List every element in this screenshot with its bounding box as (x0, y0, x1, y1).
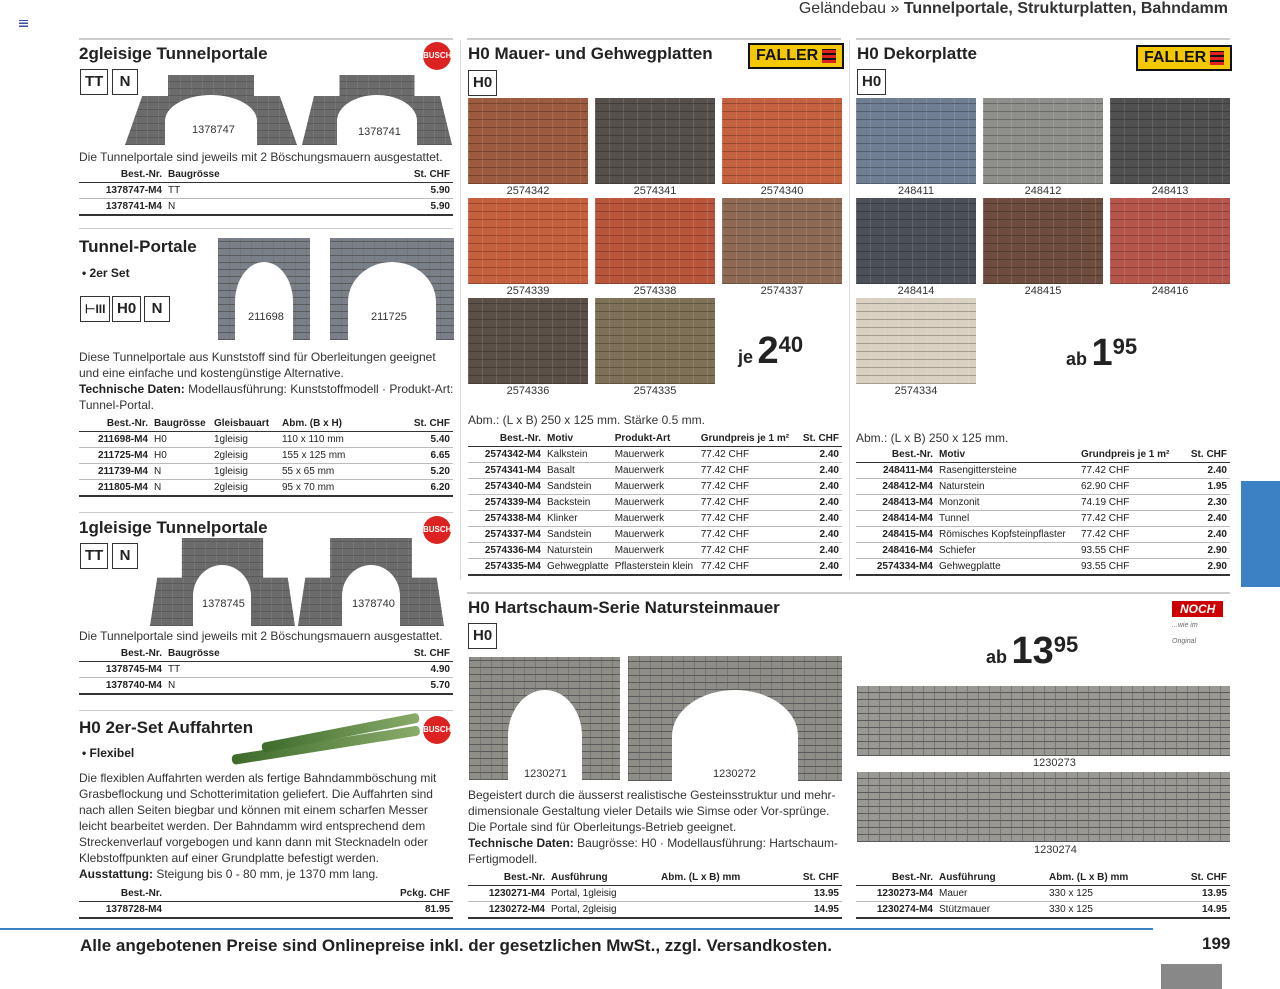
image-label: 1378745 (202, 598, 245, 610)
article-number: 2574342-M4 (468, 447, 544, 463)
texture-swatch[interactable] (856, 298, 976, 384)
texture-swatch[interactable] (595, 98, 715, 184)
table-row[interactable] (468, 886, 842, 902)
busch-logo: BUSCH (423, 716, 451, 744)
price: 2.40 (797, 495, 842, 511)
cell: Basalt (544, 463, 612, 479)
description: Diese Tunnelportale aus Kunststoff sind für Oberleitungen geeignet und eine einfache und kostengünstige Alternative. Technische Daten: Modellausführung: Kunststoffmodell · Produkt-Art: Tunnel-Portal. (79, 350, 454, 412)
table-header (468, 870, 842, 886)
table-row[interactable] (468, 479, 842, 495)
cell: H0 (151, 448, 211, 464)
noch-logo: NOCH ...wie im Original (1172, 601, 1223, 617)
retaining-wall-image (857, 772, 1230, 842)
product-table (79, 167, 453, 216)
price: 2.40 (797, 447, 842, 463)
swatch-label: 2574337 (760, 285, 804, 297)
cell: N (151, 480, 211, 497)
cell: Schiefer (936, 543, 1078, 559)
cell: Mauerwerk (612, 527, 698, 543)
cell: 110 x 110 mm (279, 432, 387, 448)
texture-swatch[interactable] (1110, 98, 1230, 184)
texture-swatch[interactable] (856, 198, 976, 284)
price: 6.20 (387, 480, 453, 497)
texture-swatch[interactable] (468, 98, 588, 184)
image-label: 211725 (371, 311, 407, 323)
menu-icon[interactable] (19, 20, 28, 27)
image-label: 1230273 (1033, 757, 1076, 769)
price: 2.40 (797, 511, 842, 527)
cell: Portal, 1gleisig (548, 886, 658, 902)
col-header: Best.-Nr. (79, 646, 165, 662)
cell: Tunnel (936, 511, 1078, 527)
price: 6.65 (387, 448, 453, 464)
price: 2.30 (1183, 495, 1230, 511)
breadcrumb-current: Tunnelportale, Strukturplatten, Bahndamm (903, 0, 1228, 17)
image-label: 1378740 (352, 598, 395, 610)
article-number: 2574341-M4 (468, 463, 544, 479)
texture-swatch[interactable] (983, 198, 1103, 284)
swatch-label: 2574338 (633, 285, 677, 297)
col-header: St. CHF (1183, 447, 1230, 463)
article-number: 1230274-M4 (856, 902, 936, 919)
tech-label: Technische Daten: (79, 382, 185, 396)
table-body (856, 463, 1230, 576)
swatch-label: 2574340 (760, 185, 804, 197)
cell: Naturstein (544, 543, 612, 559)
cell (658, 902, 781, 919)
price: 1.95 (1183, 479, 1230, 495)
article-number: 1378728-M4 (79, 902, 165, 919)
col-header: Best.-Nr. (79, 886, 165, 902)
equipment-label: Ausstattung: (79, 867, 153, 881)
swatch-label: 248411 (898, 185, 934, 197)
table-row[interactable] (468, 511, 842, 527)
footer-note: Alle angebotenen Preise sind Onlinepreise inkl. der gesetzlichen MwSt., zzgl. Versandkosten. (80, 936, 832, 955)
cell: Pflasterstein klein (612, 559, 698, 576)
cell: Mauer (936, 886, 1046, 902)
col-header: St. CHF (331, 167, 453, 183)
cell: 93.55 CHF (1078, 543, 1183, 559)
table-row[interactable] (79, 678, 453, 695)
article-number: 211805-M4 (79, 480, 151, 497)
cell: N (165, 199, 331, 216)
column-divider (849, 40, 850, 580)
page-tab[interactable] (1161, 964, 1222, 989)
cell: N (151, 464, 211, 480)
cell: Monzonit (936, 495, 1078, 511)
col-header: Baugrösse (165, 646, 331, 662)
col-header: Best.-Nr. (468, 431, 544, 447)
image-label: 1230274 (1034, 844, 1077, 856)
cell (658, 886, 781, 902)
col-header: Baugrösse (151, 416, 211, 432)
scale-badge: H0 (468, 70, 497, 96)
price: 2.90 (1183, 559, 1230, 576)
cell: Rasengittersteine (936, 463, 1078, 479)
cell: Mauerwerk (612, 463, 698, 479)
col-header: Best.-Nr. (79, 416, 151, 432)
texture-swatch[interactable] (595, 298, 715, 384)
table-row[interactable] (856, 495, 1230, 511)
swatch-label: 248414 (897, 285, 935, 297)
price: 2.40 (797, 479, 842, 495)
product-table (79, 416, 453, 497)
faller-logo: FALLER (1136, 45, 1232, 71)
texture-swatch[interactable] (983, 98, 1103, 184)
cell: N (165, 678, 331, 695)
cell: TT (165, 662, 331, 678)
cell: 1gleisig (211, 464, 279, 480)
breadcrumb-prefix: Geländebau » (798, 0, 900, 17)
tunnel-arch (337, 95, 417, 147)
table-row[interactable] (856, 886, 1230, 902)
article-number: 2574335-M4 (468, 559, 544, 576)
product-table (79, 646, 453, 695)
col-header: Abm. (L x B) mm (1046, 870, 1169, 886)
article-number: 2574339-M4 (468, 495, 544, 511)
price: 2.90 (1183, 543, 1230, 559)
cell: Mauerwerk (612, 447, 698, 463)
price: 14.95 (1169, 902, 1230, 919)
cell: TT (165, 183, 331, 199)
image-label: 1230272 (713, 768, 756, 780)
product-table (856, 447, 1230, 576)
tunnel-arch (193, 565, 251, 627)
swatch-label: 248415 (1024, 285, 1062, 297)
article-number: 1378740-M4 (79, 678, 165, 695)
article-number: 1378741-M4 (79, 199, 165, 216)
table-row[interactable] (79, 480, 453, 497)
price: 2.40 (797, 463, 842, 479)
table-row[interactable] (468, 902, 842, 919)
col-header: St. CHF (331, 646, 453, 662)
column-rule (856, 38, 1230, 40)
section-title: Tunnel-Portale (79, 237, 197, 256)
col-header: Gleisbauart (211, 416, 279, 432)
col-header: St. CHF (387, 416, 453, 432)
cell: 77.42 CHF (698, 543, 798, 559)
article-number: 1230272-M4 (468, 902, 548, 919)
swatch-label: 2574339 (506, 285, 550, 297)
article-number: 248412-M4 (856, 479, 936, 495)
swatch-label: 2574336 (506, 385, 550, 397)
table-row[interactable] (468, 495, 842, 511)
price: 2.40 (797, 559, 842, 576)
price: 2.40 (797, 527, 842, 543)
image-label: 1378741 (358, 126, 401, 138)
col-header: Best.-Nr. (79, 167, 165, 183)
dimensions: Abm.: (L x B) 250 x 125 mm. Stärke 0.5 mm. (468, 413, 705, 427)
scale-badge: N (144, 296, 170, 322)
col-header: Abm. (L x B) mm (658, 870, 781, 886)
busch-logo: BUSCH (423, 516, 451, 544)
col-header: St. CHF (1169, 870, 1230, 886)
section-rule (467, 592, 1230, 594)
tunnel-arch (165, 95, 257, 147)
table-header (79, 886, 453, 902)
dimensions: Abm.: (L x B) 250 x 125 mm. (856, 431, 1009, 445)
section-title: 2gleisige Tunnelportale (79, 44, 268, 63)
product-table (79, 886, 453, 919)
table-row[interactable] (79, 183, 453, 199)
col-header: Abm. (B x H) (279, 416, 387, 432)
col-header: Pckg. CHF (165, 886, 453, 902)
product-table (856, 870, 1230, 919)
price: 5.70 (331, 678, 453, 695)
col-header: Motiv (544, 431, 612, 447)
column-divider (460, 40, 461, 580)
tech-label: Technische Daten: (468, 836, 574, 850)
price: 81.95 (165, 902, 453, 919)
table-row[interactable] (79, 199, 453, 216)
section-divider (79, 228, 453, 229)
cell: Römisches Kopfsteinpflaster (936, 527, 1078, 543)
price: 2.40 (1183, 463, 1230, 479)
image-label: 211698 (248, 311, 284, 323)
article-number: 248413-M4 (856, 495, 936, 511)
col-header: Grundpreis je 1 m² (1078, 447, 1183, 463)
table-row[interactable] (79, 464, 453, 480)
texture-swatch[interactable] (722, 198, 842, 284)
texture-swatch[interactable] (1110, 198, 1230, 284)
product-table (468, 870, 842, 919)
cell: 330 x 125 (1046, 886, 1169, 902)
texture-swatch[interactable] (722, 98, 842, 184)
table-row[interactable] (856, 559, 1230, 576)
wall-image (857, 686, 1230, 756)
tunnel-arch (342, 565, 400, 627)
scale-badge: H0 (857, 69, 886, 95)
swatch-label: 2574334 (894, 385, 938, 397)
cell: Backstein (544, 495, 612, 511)
article-number: 248416-M4 (856, 543, 936, 559)
article-number: 248415-M4 (856, 527, 936, 543)
table-row[interactable] (468, 543, 842, 559)
description: Die Tunnelportale sind jeweils mit 2 Böschungsmauern ausgestattet. (79, 629, 443, 643)
table-header (468, 431, 842, 447)
table-header (856, 870, 1230, 886)
price: 2.40 (1183, 511, 1230, 527)
table-row[interactable] (856, 902, 1230, 919)
price-tag: je 240 (738, 330, 804, 372)
price: 5.40 (387, 432, 453, 448)
table-row[interactable] (856, 479, 1230, 495)
scale-badge: N (112, 543, 138, 569)
price-tag: ab 195 (1066, 332, 1138, 374)
cell: Portal, 2gleisig (548, 902, 658, 919)
table-row[interactable] (79, 902, 453, 919)
cell: 62.90 CHF (1078, 479, 1183, 495)
price: 13.95 (781, 886, 842, 902)
table-row[interactable] (468, 559, 842, 576)
cell: 74.19 CHF (1078, 495, 1183, 511)
scale-badge: H0 (112, 296, 141, 322)
table-row[interactable] (79, 448, 453, 464)
table-row[interactable] (79, 662, 453, 678)
swatch-label: 2574341 (633, 185, 677, 197)
table-header (79, 646, 453, 662)
column-rule (467, 38, 841, 40)
description: Die Tunnelportale sind jeweils mit 2 Böschungsmauern ausgestattet. (79, 150, 443, 164)
scale-badge: TT (80, 543, 108, 569)
table-header (856, 447, 1230, 463)
col-header: Produkt-Art (612, 431, 698, 447)
col-header: Motiv (936, 447, 1078, 463)
swatch-label: 248412 (1024, 185, 1062, 197)
table-row[interactable] (856, 543, 1230, 559)
table-row[interactable] (79, 432, 453, 448)
article-number: 211739-M4 (79, 464, 151, 480)
swatch-label: 2574335 (633, 385, 677, 397)
col-header: Baugrösse (165, 167, 331, 183)
table-row[interactable] (856, 463, 1230, 479)
cell: 77.42 CHF (698, 527, 798, 543)
table-header (79, 416, 453, 432)
price-tag: ab 1395 (986, 630, 1079, 672)
description: Begeistert durch die äusserst realistische Gesteinsstruktur und mehr-dimensionale Gestaltung vieler Details wie Simse oder Vor-sprünge. Die Portale sind für Oberleitungs-Betrieb geeignet. Technische Daten: Baugrösse: H0 · Modellausführung: Hartschaum-Fertigmodell. (468, 788, 838, 866)
feature-bullet: • 2er Set (82, 266, 130, 280)
article-number: 248414-M4 (856, 511, 936, 527)
cell: 330 x 125 (1046, 902, 1169, 919)
column-rule (79, 38, 453, 40)
article-number: 1230273-M4 (856, 886, 936, 902)
scale-badge: N (112, 69, 138, 95)
cell: Mauerwerk (612, 495, 698, 511)
texture-swatch[interactable] (468, 198, 588, 284)
scale-badge: ⊢III (80, 296, 110, 322)
article-number: 2574338-M4 (468, 511, 544, 527)
col-header: Ausführung (936, 870, 1046, 886)
cell: 55 x 65 mm (279, 464, 387, 480)
cell: 77.42 CHF (698, 511, 798, 527)
image-label: 1378747 (192, 124, 235, 136)
article-number: 1378747-M4 (79, 183, 165, 199)
cell: 77.42 CHF (1078, 527, 1183, 543)
price: 14.95 (781, 902, 842, 919)
tunnel-arch (235, 262, 293, 342)
col-header: Best.-Nr. (856, 870, 936, 886)
cell: Sandstein (544, 527, 612, 543)
image-label: 1230271 (524, 768, 567, 780)
cell: 2gleisig (211, 448, 279, 464)
faller-logo: FALLER (748, 43, 844, 69)
cell: H0 (151, 432, 211, 448)
section-title: H0 2er-Set Auffahrten (79, 718, 254, 737)
swatch-label: 2574342 (506, 185, 550, 197)
article-number: 2574337-M4 (468, 527, 544, 543)
section-divider (79, 512, 453, 513)
cell: Kalkstein (544, 447, 612, 463)
col-header: St. CHF (781, 870, 842, 886)
cell: Stützmauer (936, 902, 1046, 919)
article-number: 1230271-M4 (468, 886, 548, 902)
section-title: H0 Hartschaum-Serie Natursteinmauer (468, 598, 780, 617)
price: 5.90 (331, 183, 453, 199)
footer-rule (0, 928, 1153, 930)
table-row[interactable] (856, 511, 1230, 527)
cell: 77.42 CHF (1078, 463, 1183, 479)
cell: 155 x 125 mm (279, 448, 387, 464)
section-title: H0 Dekorplatte (857, 44, 977, 63)
col-header: Ausführung (548, 870, 658, 886)
scale-badge: H0 (468, 623, 497, 649)
article-number: 2574340-M4 (468, 479, 544, 495)
cell: 77.42 CHF (698, 447, 798, 463)
cell: 1gleisig (211, 432, 279, 448)
feature-bullet: • Flexibel (82, 746, 135, 760)
section-title: H0 Mauer- und Gehwegplatten (468, 44, 713, 63)
cell: Klinker (544, 511, 612, 527)
col-header: Grundpreis je 1 m² (698, 431, 798, 447)
texture-swatch[interactable] (468, 298, 588, 384)
page-number: 199 (1202, 934, 1231, 953)
cell: Gehwegplatte (544, 559, 612, 576)
busch-logo: BUSCH (423, 42, 451, 70)
cell: Mauerwerk (612, 479, 698, 495)
cell: 77.42 CHF (698, 495, 798, 511)
cell: 95 x 70 mm (279, 480, 387, 497)
cell: Naturstein (936, 479, 1078, 495)
price: 5.20 (387, 464, 453, 480)
breadcrumb (799, 0, 1228, 18)
table-header (79, 167, 453, 183)
article-number: 1378745-M4 (79, 662, 165, 678)
cell: Mauerwerk (612, 543, 698, 559)
swatch-label: 248413 (1151, 185, 1189, 197)
col-header: St. CHF (797, 431, 842, 447)
cell: 77.42 CHF (698, 559, 798, 576)
description: Die flexiblen Auffahrten werden als fertige Bahndammböschung mit Grasbeflockung und Schotterimitation geliefert. Die Auffahrten sind nach allen Seiten biegbar und können mit einem scharfen Messer leicht bearbeitet werden. Der Bahndamm wird entsprechend dem Streckenverlauf vorgebogen und kann dann mit Stecknadeln oder Klebstoffpunkten auf einer Grundplatte befestigt werden. Ausstattung: Steigung bis 0 - 80 mm, je 1370 mm lang. (79, 771, 437, 881)
cell: Mauerwerk (612, 511, 698, 527)
product-table (468, 431, 842, 576)
swatch-label: 248416 (1151, 285, 1189, 297)
chapter-tab[interactable] (1241, 481, 1280, 587)
scale-badge: TT (80, 69, 108, 95)
section-title: 1gleisige Tunnelportale (79, 518, 268, 537)
article-number: 211698-M4 (79, 432, 151, 448)
price: 4.90 (331, 662, 453, 678)
cell: 77.42 CHF (698, 463, 798, 479)
section-divider (79, 710, 453, 711)
cell: 93.55 CHF (1078, 559, 1183, 576)
article-number: 248411-M4 (856, 463, 936, 479)
tunnel-arch (348, 262, 436, 342)
col-header: Best.-Nr. (856, 447, 936, 463)
table-row[interactable] (468, 527, 842, 543)
cell: 77.42 CHF (1078, 511, 1183, 527)
price: 2.40 (1183, 527, 1230, 543)
table-row[interactable] (468, 463, 842, 479)
table-body (468, 447, 842, 576)
article-number: 2574334-M4 (856, 559, 936, 576)
article-number: 2574336-M4 (468, 543, 544, 559)
article-number: 211725-M4 (79, 448, 151, 464)
table-row[interactable] (856, 527, 1230, 543)
price: 5.90 (331, 199, 453, 216)
cell: 77.42 CHF (698, 479, 798, 495)
cell: Gehwegplatte (936, 559, 1078, 576)
col-header: Best.-Nr. (468, 870, 548, 886)
price: 13.95 (1169, 886, 1230, 902)
texture-swatch[interactable] (856, 98, 976, 184)
table-row[interactable] (468, 447, 842, 463)
texture-swatch[interactable] (595, 198, 715, 284)
cell: 2gleisig (211, 480, 279, 497)
price: 2.40 (797, 543, 842, 559)
cell: Sandstein (544, 479, 612, 495)
